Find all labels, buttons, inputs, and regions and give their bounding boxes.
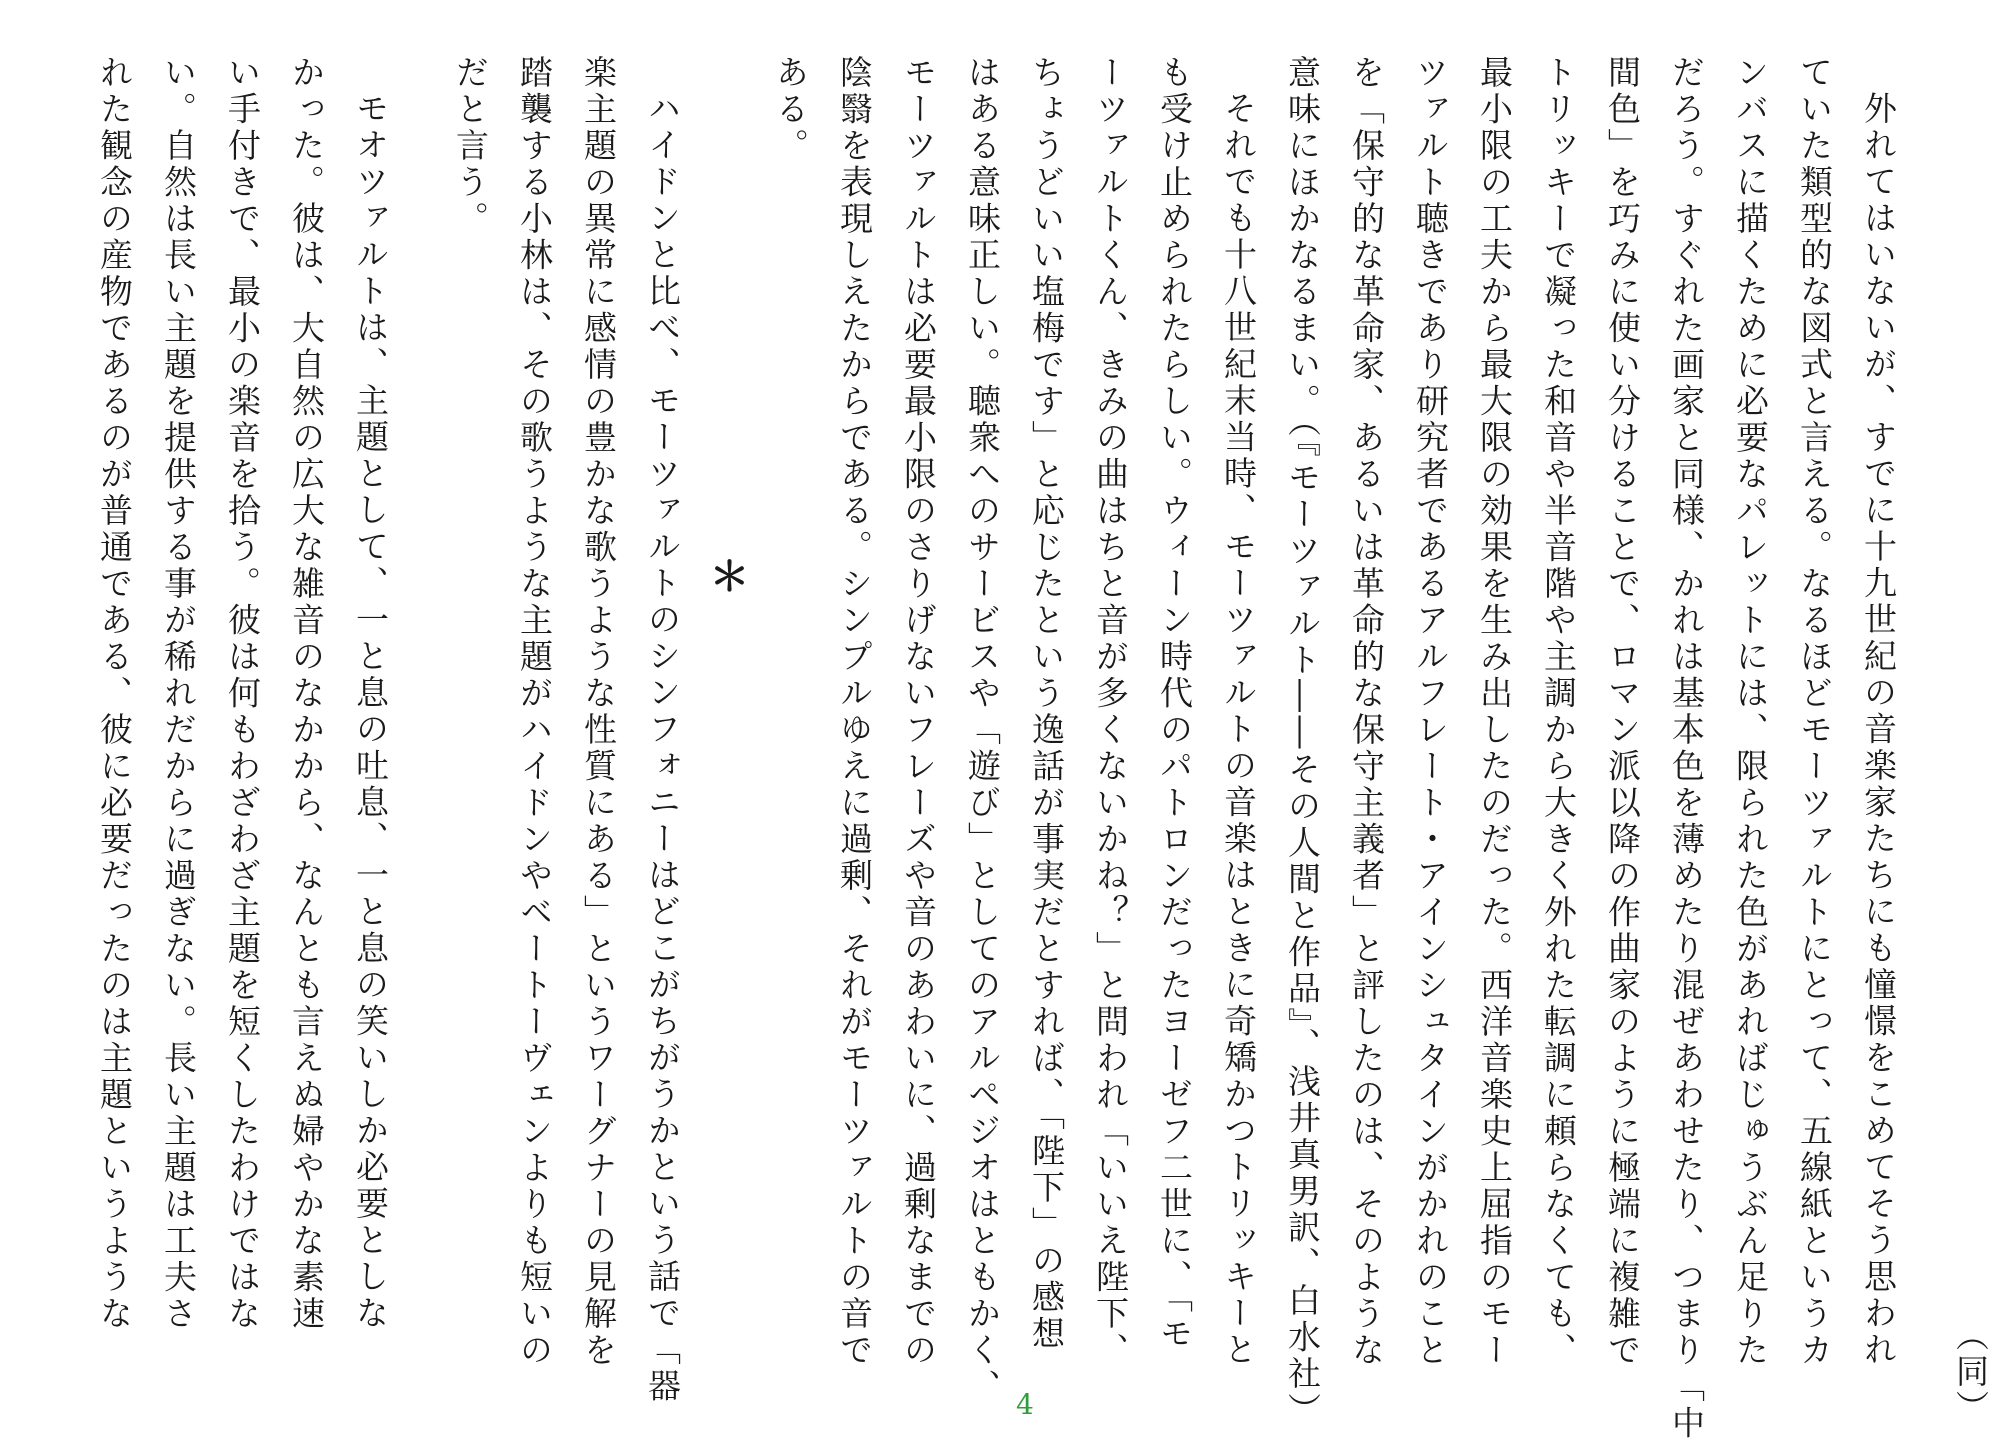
text-line: 陰翳を表現しえたからである。シンプルゆえに過剰、それがモーツァルトの音で bbox=[835, 55, 874, 1369]
text-line: ある。 bbox=[771, 55, 810, 165]
text-line: 意味にほかなるまい。（『モーツァルト――その人間と作品』、浅井真男訳、白水社） bbox=[1283, 55, 1322, 1429]
text-line: ンバスに描くために必要なパレットには、限られた色があればじゅうぶん足りた bbox=[1731, 55, 1770, 1369]
text-line: 外れてはいないが、すでに十九世紀の音楽家たちにも憧憬をこめてそう思われ bbox=[1859, 91, 1898, 1369]
text-line: ハイドンと比べ、モーツァルトのシンフォニーはどこがちがうかという話で「器 bbox=[643, 91, 682, 1405]
section-separator: ＊ bbox=[703, 555, 749, 599]
text-line: だろう。すぐれた画家と同様、かれは基本色を薄めたり混ぜあわせたり、つまり「中 bbox=[1667, 55, 1706, 1442]
quote-line: れた観念の産物であるのが普通である、彼に必要だったのは主題というような bbox=[95, 55, 134, 1333]
text-line: 間色」を巧みに使い分けることで、ロマン派以降の作曲家のように極端に複雑で bbox=[1603, 55, 1642, 1369]
text-line: 楽主題の異常に感情の豊かな歌うような性質にある」というワーグナーの見解を bbox=[579, 55, 618, 1369]
vertical-text-block bbox=[0, 55, 1910, 1442]
quote-line: い。自然は長い主題を提供する事が稀れだからに過ぎない。長い主題は工夫さ bbox=[159, 55, 198, 1333]
text-line: も受け止められたらしい。ウィーン時代のパトロンだったヨーゼフ二世に、「モ bbox=[1155, 55, 1194, 1353]
text-line: それでも十八世紀末当時、モーツァルトの音楽はときに奇矯かつトリッキーと bbox=[1219, 91, 1258, 1369]
text-line: トリッキーで凝った和音や半音階や主調から大きく外れた転調に頼らなくても、 bbox=[1539, 55, 1578, 1369]
text-line: ちょうどいい塩梅です」と応じたという逸話が事実だとすれば、「陛下」の感想 bbox=[1027, 55, 1066, 1353]
text-line: を「保守的な革命家、あるいは革命的な保守主義者」と評したのは、そのような bbox=[1347, 55, 1386, 1369]
text-line: モーツァルトは必要最小限のさりげないフレーズや音のあわいに、過剰なまでの bbox=[899, 55, 938, 1369]
text-line: 最小限の工夫から最大限の効果を生み出したのだった。西洋音楽史上屈指のモー bbox=[1475, 55, 1514, 1369]
quote-line: モオツァルトは、主題として、一と息の吐息、一と息の笑いしか必要としな bbox=[351, 91, 390, 1332]
text-line: 踏襲する小林は、その歌うような主題がハイドンやベートーヴェンよりも短いの bbox=[515, 55, 554, 1369]
credit-label: （同） bbox=[1951, 1318, 1990, 1426]
quote-line: かった。彼は、大自然の広大な雑音のなかから、なんとも言えぬ婦やかな素速 bbox=[287, 55, 326, 1333]
text-line: だと言う。 bbox=[451, 55, 490, 238]
quote-gap bbox=[402, 55, 438, 1355]
text-line: はある意味正しい。聴衆へのサービスや「遊び」としてのアルペジオはともかく、 bbox=[963, 55, 1002, 1406]
page-number: 4 bbox=[1016, 1388, 1034, 1421]
text-line: ていた類型的な図式と言える。なるほどモーツァルトにとって、五線紙というカ bbox=[1795, 55, 1834, 1369]
text-line: ーツァルトくん、きみの曲はちと音が多くないかね？」と問われ「いいえ陛下、 bbox=[1091, 55, 1130, 1369]
text-line: ツァルト聴きであり研究者であるアルフレート・アインシュタインがかれのこと bbox=[1411, 55, 1450, 1369]
quote-line: い手付きで、最小の楽音を拾う。彼は何もわざわざ主題を短くしたわけではな bbox=[223, 55, 262, 1333]
